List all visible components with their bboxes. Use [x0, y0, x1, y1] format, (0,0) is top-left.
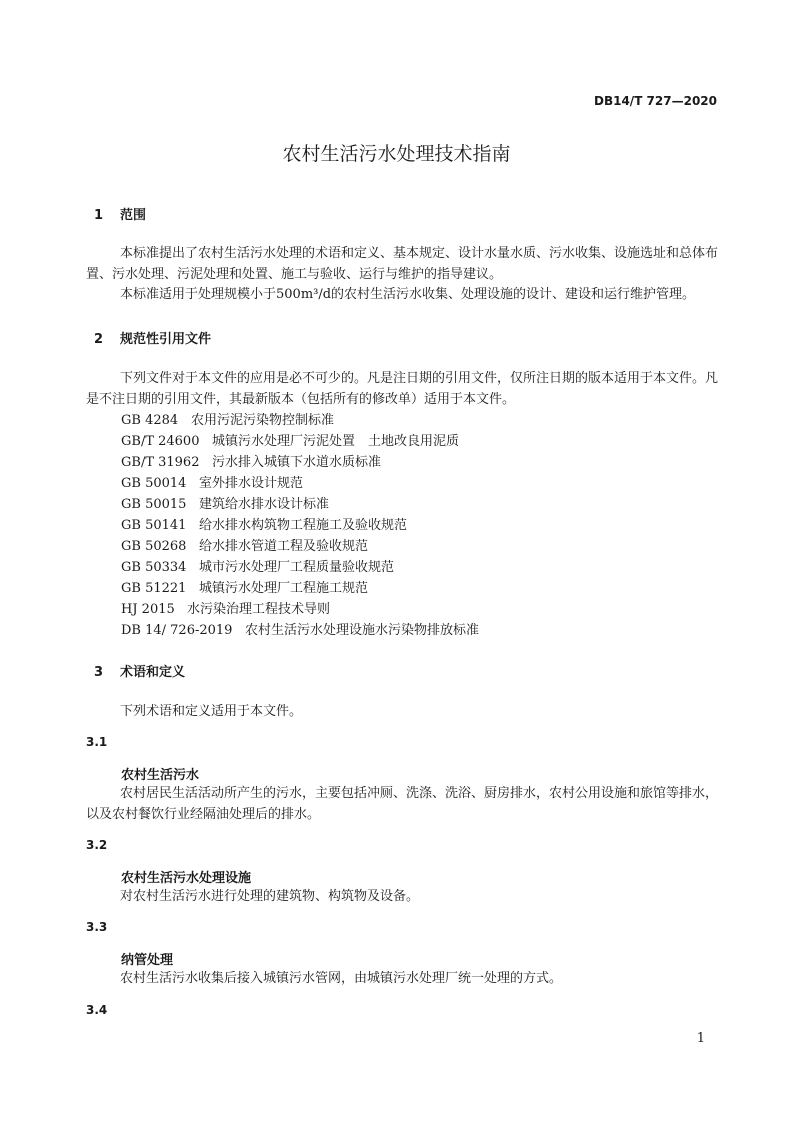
reference-code: GB 51221 — [121, 581, 187, 596]
reference-name: 城镇污水处理厂工程施工规范 — [199, 581, 369, 596]
section-number: 2 — [94, 332, 104, 347]
term-definition: 农村居民生活活动所产生的污水，主要包括冲厕、洗涤、洗浴、厨房排水，农村公用设施和旅馆等排水，以及农村餐饮行业经隔油处理后的排水。 — [86, 786, 719, 822]
reference-item — [121, 472, 303, 491]
reference-name: 污水排入城镇下水道水质标准 — [212, 455, 382, 470]
subsection-number: 3.3 — [86, 920, 108, 934]
reference-item — [121, 556, 394, 575]
section-number: 1 — [94, 208, 104, 223]
reference-code: HJ 2015 — [121, 602, 175, 617]
reference-code: GB 50268 — [121, 539, 187, 554]
reference-code: GB/T 24600 — [121, 434, 200, 449]
reference-name: 城市污水处理厂工程质量验收规范 — [199, 560, 395, 575]
reference-item — [121, 535, 368, 554]
reference-code: DB 14/ 726-2019 — [121, 623, 233, 638]
reference-item — [121, 409, 334, 428]
reference-code: GB 50334 — [121, 560, 187, 575]
reference-name: 室外排水设计规范 — [199, 476, 304, 491]
reference-name: 给水排水管道工程及验收规范 — [199, 539, 369, 554]
section-3-heading — [94, 661, 185, 680]
section-2-intro: 下列文件对于本文件的应用是必不可少的。凡是注日期的引用文件，仅所注日期的版本适用于本文件。凡是不注日期的引用文件，其最新版本（包括所有的修改单）适用于本文件。 — [86, 371, 719, 407]
reference-item — [121, 598, 330, 617]
term-title: 纳管处理 — [121, 953, 174, 968]
section-title: 规范性引用文件 — [120, 332, 212, 347]
section-number: 3 — [94, 665, 104, 680]
section-2-heading — [94, 328, 211, 347]
term-title: 农村生活污水 — [121, 768, 200, 783]
term-definition: 对农村生活污水进行处理的建筑物、构筑物及设备。 — [120, 889, 420, 904]
reference-name: 给水排水构筑物工程施工及验收规范 — [199, 518, 408, 533]
subsection-number: 3.1 — [86, 735, 108, 749]
subsection-number: 3.2 — [86, 838, 108, 852]
section-3-intro: 下列术语和定义适用于本文件。 — [120, 704, 303, 719]
term-title: 农村生活污水处理设施 — [121, 871, 252, 886]
reference-item — [121, 619, 479, 638]
document-title: 农村生活污水处理技术指南 — [282, 143, 511, 165]
reference-item — [121, 493, 329, 512]
reference-name: 建筑给水排水设计标准 — [199, 497, 330, 512]
reference-name: 城镇污水处理厂污泥处置 土地改良用泥质 — [212, 434, 460, 449]
reference-item — [121, 451, 381, 470]
reference-code: GB 4284 — [121, 413, 179, 428]
section-1-paragraph-1: 本标准提出了农村生活污水处理的术语和定义、基本规定、设计水量水质、污水收集、设施选址和总体布置、污水处理、污泥处理和处置、施工与验收、运行与维护的指导建议。 — [86, 246, 719, 282]
section-1-paragraph-2: 本标准适用于处理规模小于500m³/d的农村生活污水收集、处理设施的设计、建设和运行维护管理。 — [120, 287, 696, 302]
reference-item — [121, 430, 459, 449]
subsection-number: 3.4 — [86, 1003, 108, 1017]
reference-item — [121, 514, 407, 533]
section-1-heading — [94, 204, 146, 223]
term-definition: 农村生活污水收集后接入城镇污水管网，由城镇污水处理厂统一处理的方式。 — [120, 971, 563, 986]
reference-item — [121, 577, 368, 596]
page-number: 1 — [696, 1031, 705, 1046]
section-title: 术语和定义 — [120, 665, 186, 680]
reference-name: 水污染治理工程技术导则 — [187, 602, 331, 617]
reference-name: 农村生活污水处理设施水污染物排放标准 — [245, 623, 480, 638]
reference-name: 农用污泥污染物控制标准 — [191, 413, 335, 428]
reference-code: GB 50141 — [121, 518, 187, 533]
reference-code: GB 50015 — [121, 497, 187, 512]
section-title: 范围 — [120, 208, 147, 223]
reference-code: GB/T 31962 — [121, 455, 200, 470]
standard-code: DB14/T 727—2020 — [594, 94, 717, 108]
reference-code: GB 50014 — [121, 476, 187, 491]
